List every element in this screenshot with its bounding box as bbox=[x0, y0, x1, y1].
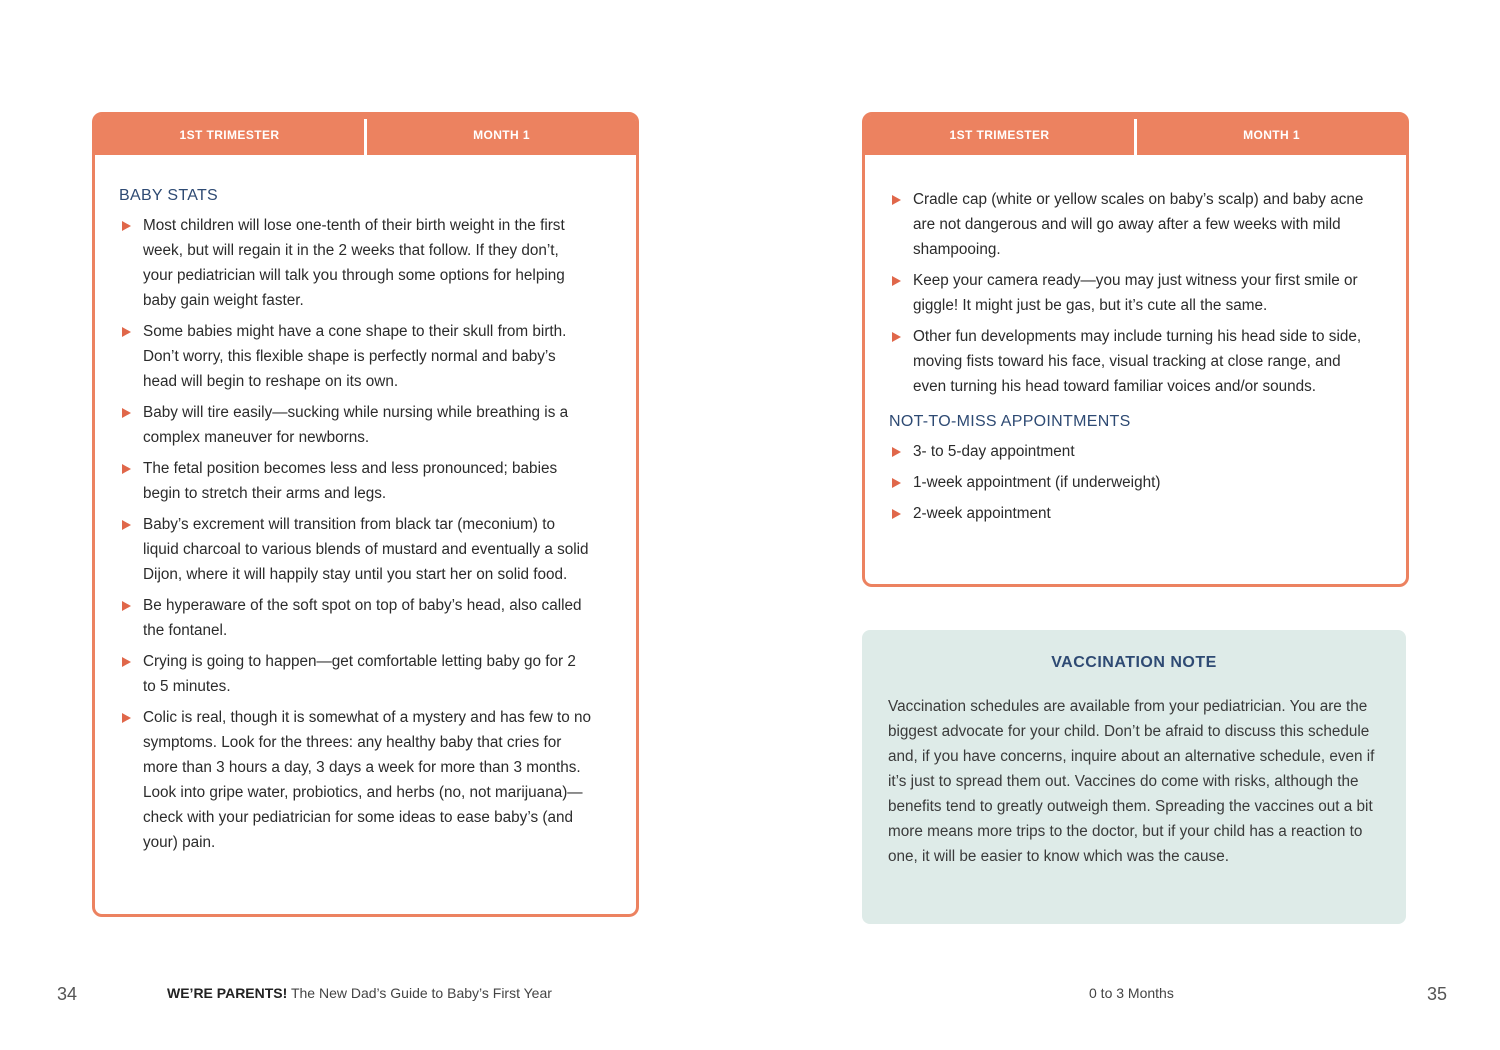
development-list bbox=[889, 187, 1366, 399]
baby-stats-list bbox=[119, 213, 592, 855]
bullet-triangle-icon bbox=[892, 276, 901, 286]
list-item: Keep your camera ready—you may just witness your first smile or giggle! It might just be gas, but it’s cute all the same. bbox=[889, 268, 1366, 318]
tab-trimester: 1ST TRIMESTER bbox=[179, 128, 280, 142]
chapter-footer: 0 to 3 Months bbox=[1089, 985, 1174, 1001]
list-item: Crying is going to happen—get comfortable letting baby go for 2 to 5 minutes. bbox=[119, 649, 592, 699]
bullet-triangle-icon bbox=[892, 509, 901, 519]
list-item: Be hyperaware of the soft spot on top of baby’s head, also called the fontanel. bbox=[119, 593, 592, 643]
book-title: WE’RE PARENTS! bbox=[167, 985, 288, 1001]
note-title: VACCINATION NOTE bbox=[1051, 654, 1217, 671]
appointments-list bbox=[889, 439, 1366, 526]
page-number-right: 35 bbox=[1427, 984, 1448, 1004]
list-item: Colic is real, though it is somewhat of a mystery and has few to no symptoms. Look for the threes: any healthy baby that cries for more than 3 hours a day, 3 days a week for more than 3 months. Look into gripe water, probiotics, and herbs (no, not marijuana)—check with your pediatrician for some ideas to ease baby’s (and your) pain. bbox=[119, 705, 592, 855]
section-title-baby-stats: BABY STATS bbox=[119, 187, 219, 204]
tab-month: MONTH 1 bbox=[1243, 128, 1300, 142]
list-item: 2-week appointment bbox=[889, 501, 1366, 526]
list-item: 3- to 5-day appointment bbox=[889, 439, 1366, 464]
bullet-triangle-icon bbox=[122, 713, 131, 723]
list-item: The fetal position becomes less and less pronounced; babies begin to stretch their arms and legs. bbox=[119, 456, 592, 506]
tab-month: MONTH 1 bbox=[473, 128, 530, 142]
card-header bbox=[865, 115, 1406, 155]
bullet-triangle-icon bbox=[892, 447, 901, 457]
card-header bbox=[95, 115, 636, 155]
book-subtitle: The New Dad’s Guide to Baby’s First Year bbox=[290, 985, 552, 1001]
bullet-triangle-icon bbox=[122, 601, 131, 611]
month-one-card bbox=[862, 112, 1409, 587]
section-title-appointments: NOT-TO-MISS APPOINTMENTS bbox=[889, 413, 1131, 430]
list-item: Most children will lose one-tenth of their birth weight in the first week, but will regain it in the 2 weeks that follow. If they don’t, your pediatrician will talk you through some options for helping baby gain weight faster. bbox=[119, 213, 592, 313]
tab-trimester: 1ST TRIMESTER bbox=[949, 128, 1050, 142]
bullet-triangle-icon bbox=[122, 657, 131, 667]
note-body: Vaccination schedules are available from your pediatrician. You are the biggest advocate for your child. Don’t be afraid to discuss this schedule and, if you have concerns, inquire about an alternative schedule, even if it’s just to spread them out. Vaccines do come with risks, although the benefits tend to greatly outweigh them. Spreading the vaccines out a bit more means more trips to the doctor, but if your child has a reaction to one, it will be easier to know which was the cause. bbox=[888, 698, 1375, 865]
list-item: Other fun developments may include turning his head side to side, moving fists toward his face, visual tracking at close range, and even turning his head toward familiar voices and/or sounds. bbox=[889, 324, 1366, 399]
bullet-triangle-icon bbox=[122, 408, 131, 418]
vaccination-note bbox=[862, 630, 1406, 924]
page-number-left: 34 bbox=[57, 984, 78, 1004]
list-item: Some babies might have a cone shape to their skull from birth. Don’t worry, this flexible shape is perfectly normal and baby’s head will begin to reshape on its own. bbox=[119, 319, 592, 394]
bullet-triangle-icon bbox=[122, 327, 131, 337]
running-footer-left bbox=[167, 985, 552, 1001]
bullet-triangle-icon bbox=[122, 520, 131, 530]
list-item: 1-week appointment (if underweight) bbox=[889, 470, 1366, 495]
bullet-triangle-icon bbox=[892, 195, 901, 205]
bullet-triangle-icon bbox=[892, 332, 901, 342]
bullet-triangle-icon bbox=[892, 478, 901, 488]
bullet-triangle-icon bbox=[122, 464, 131, 474]
baby-stats-card bbox=[92, 112, 639, 917]
list-item: Baby’s excrement will transition from black tar (meconium) to liquid charcoal to various blends of mustard and eventually a solid Dijon, where it will happily stay until you start her on solid food. bbox=[119, 512, 592, 587]
list-item: Cradle cap (white or yellow scales on baby’s scalp) and baby acne are not dangerous and will go away after a few weeks with mild shampooing. bbox=[889, 187, 1366, 262]
list-item: Baby will tire easily—sucking while nursing while breathing is a complex maneuver for newborns. bbox=[119, 400, 592, 450]
bullet-triangle-icon bbox=[122, 221, 131, 231]
